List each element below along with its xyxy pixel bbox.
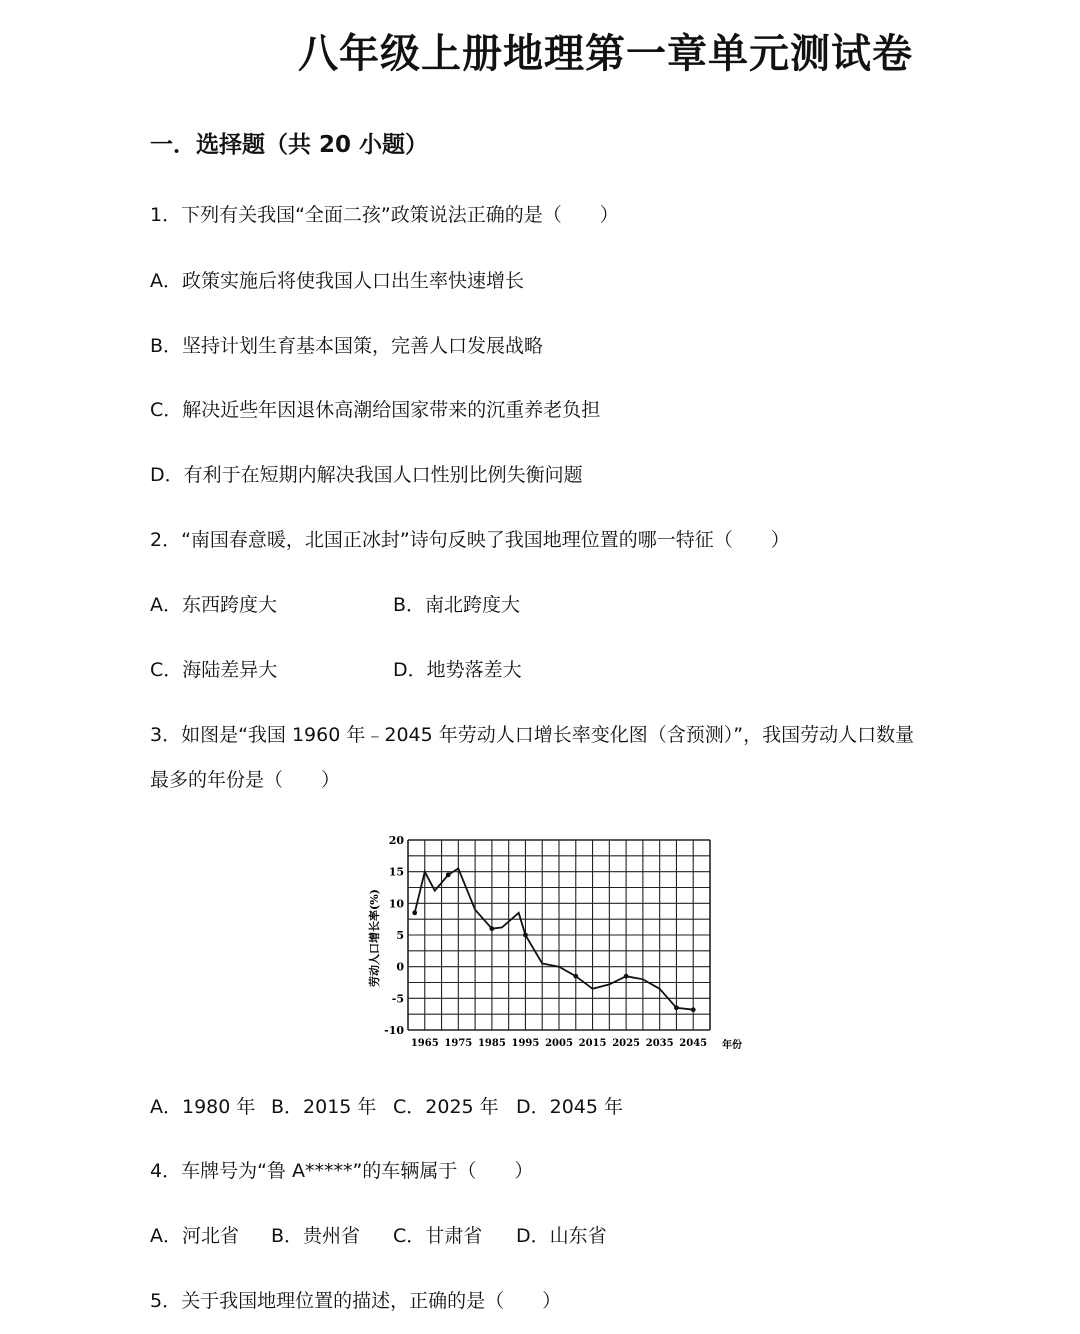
y-tick-label: -10 (384, 1024, 404, 1037)
x-tick-label: 1975 (444, 1038, 473, 1049)
question-2-option-a: A．东西跨度大 (150, 594, 277, 616)
chart-x-axis-label: 年份 (722, 1040, 742, 1051)
question-1-option-b: B．坚持计划生育基本国策，完善人口发展战略 (150, 335, 544, 357)
question-2-options-row-1 (150, 592, 521, 618)
question-3-option-b: B．2015 年 (271, 1096, 377, 1118)
x-tick-label: 1985 (477, 1038, 506, 1049)
question-1-stem: 1．下列有关我国“全面二孩”政策说法正确的是（ ） (150, 204, 619, 226)
x-tick-label: 1965 (410, 1038, 439, 1049)
question-2-options-row-2 (150, 657, 522, 683)
question-2-option-b: B．南北跨度大 (393, 594, 521, 616)
labor-growth-chart (360, 826, 750, 1058)
data-point (674, 1005, 679, 1010)
question-1-option-a: A．政策实施后将使我国人口出生率快速增长 (150, 270, 524, 292)
question-2-option-d: D．地势落差大 (393, 659, 522, 681)
page-title: 八年级上册地理第一章单元测试卷 (298, 31, 913, 77)
data-point (523, 933, 528, 938)
question-3-option-a: A．1980 年 (150, 1096, 256, 1118)
question-4-stem: 4．车牌号为“鲁 A*****”的车辆属于（ ） (150, 1160, 534, 1182)
x-tick-label: 2035 (645, 1038, 674, 1049)
data-point (624, 974, 629, 979)
question-5-stem: 5．关于我国地理位置的描述，正确的是（ ） (150, 1290, 562, 1312)
section-heading: 一．选择题（共 20 小题） (150, 132, 429, 158)
y-tick-label: 5 (396, 929, 404, 942)
data-point (489, 926, 494, 931)
x-tick-label: 1995 (511, 1038, 540, 1049)
question-3-option-d: D．2045 年 (516, 1096, 624, 1118)
data-point (691, 1007, 696, 1012)
chart-y-axis-label: 劳动人口增长率(%) (368, 889, 381, 987)
question-3-stem-line-2: 最多的年份是（ ） (150, 769, 341, 791)
chart-series-line (415, 869, 694, 1010)
chart-grid (408, 840, 710, 1030)
question-2-stem: 2．“南国春意暖，北国正冰封”诗句反映了我国地理位置的哪一特征（ ） (150, 529, 790, 551)
chart-points (412, 872, 695, 1012)
question-4-option-d: D．山东省 (516, 1225, 607, 1247)
data-point (412, 910, 417, 915)
y-tick-label: 0 (396, 960, 404, 974)
question-4-option-a: A．河北省 (150, 1225, 239, 1247)
chart-x-ticks (411, 1038, 707, 1049)
data-point (573, 974, 578, 979)
question-3-options (150, 1094, 624, 1120)
x-tick-label: 2025 (612, 1038, 641, 1049)
y-tick-label: 15 (388, 865, 404, 879)
data-point (446, 872, 451, 877)
question-4-option-b: B．贵州省 (271, 1225, 361, 1247)
y-tick-label: 10 (388, 897, 404, 911)
question-1-option-d: D．有利于在短期内解决我国人口性别比例失衡问题 (150, 464, 583, 486)
x-tick-label: 2015 (578, 1038, 607, 1049)
question-3-option-c: C．2025 年 (393, 1096, 499, 1118)
chart-y-ticks (384, 834, 404, 1037)
question-4-option-c: C．甘肃省 (393, 1225, 483, 1247)
x-tick-label: 2045 (679, 1038, 708, 1049)
y-tick-label: -5 (391, 992, 404, 1006)
question-3-stem-line-1: 3．如图是“我国 1960 年﹣2045 年劳动人口增长率变化图（含预测）”，我国劳动人口数量 (150, 724, 915, 746)
x-tick-label: 2005 (545, 1038, 573, 1049)
y-tick-label: 20 (388, 834, 404, 847)
question-2-option-c: C．海陆差异大 (150, 659, 278, 681)
question-4-options (150, 1223, 607, 1249)
question-1-option-c: C．解决近些年因退休高潮给国家带来的沉重养老负担 (150, 399, 601, 421)
